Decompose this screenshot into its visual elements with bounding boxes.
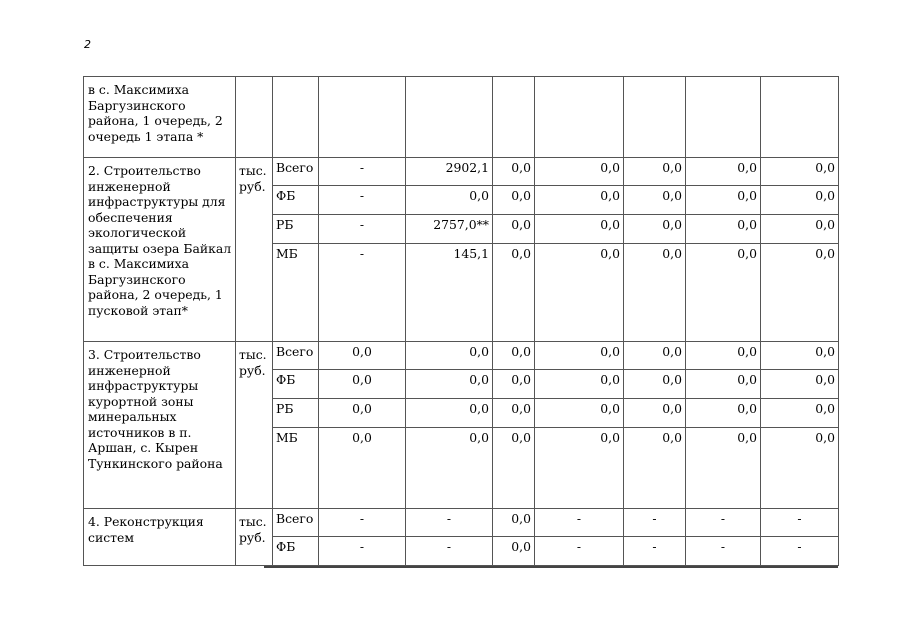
value-cell: - <box>406 537 493 566</box>
value-cell: 0,0 <box>686 342 761 370</box>
value-cell: 0,0 <box>493 244 535 342</box>
value-cell: 0,0 <box>493 186 535 215</box>
funding-source-cell: МБ <box>273 428 319 509</box>
value-cell: - <box>319 509 406 537</box>
value-cell: 0,0 <box>761 342 839 370</box>
value-cell: - <box>535 537 624 566</box>
value-cell: 0,0 <box>493 342 535 370</box>
value-cell: - <box>319 215 406 244</box>
value-cell: 0,0 <box>624 244 686 342</box>
value-cell: 0,0 <box>761 215 839 244</box>
value-cell: 0,0 <box>319 428 406 509</box>
value-cell: 0,0 <box>535 244 624 342</box>
value-cell: 0,0 <box>686 186 761 215</box>
value-cell: - <box>319 537 406 566</box>
value-cell: 0,0 <box>761 186 839 215</box>
value-cell: 0,0 <box>686 244 761 342</box>
value-cell: 0,0 <box>761 158 839 186</box>
value-cell: 0,0 <box>406 186 493 215</box>
unit-cell: тыс. руб. <box>236 342 273 509</box>
table-row <box>84 77 839 158</box>
value-cell: 0,0 <box>319 342 406 370</box>
value-cell: 0,0 <box>686 215 761 244</box>
empty-cell <box>686 77 761 158</box>
value-cell: 0,0 <box>406 370 493 399</box>
value-cell: - <box>686 537 761 566</box>
value-cell: - <box>761 537 839 566</box>
value-cell: 0,0 <box>406 428 493 509</box>
value-cell: - <box>406 509 493 537</box>
value-cell: 2902,1 <box>406 158 493 186</box>
value-cell: 0,0 <box>686 370 761 399</box>
value-cell: 0,0 <box>686 158 761 186</box>
value-cell: 2757,0** <box>406 215 493 244</box>
value-cell: 0,0 <box>535 342 624 370</box>
value-cell: 0,0 <box>406 342 493 370</box>
empty-cell <box>406 77 493 158</box>
value-cell: 0,0 <box>535 158 624 186</box>
value-cell: 0,0 <box>624 215 686 244</box>
funding-source-cell: ФБ <box>273 186 319 215</box>
value-cell: 0,0 <box>686 428 761 509</box>
value-cell: - <box>319 186 406 215</box>
budget-table <box>83 76 839 566</box>
value-cell: 0,0 <box>624 186 686 215</box>
empty-cell <box>493 77 535 158</box>
empty-cell <box>273 77 319 158</box>
value-cell: - <box>761 509 839 537</box>
empty-cell <box>236 77 273 158</box>
value-cell: 0,0 <box>761 244 839 342</box>
value-cell: - <box>535 509 624 537</box>
value-cell: - <box>624 537 686 566</box>
value-cell: 0,0 <box>535 399 624 428</box>
empty-cell <box>761 77 839 158</box>
unit-cell: тыс. руб. <box>236 509 273 566</box>
empty-cell <box>319 77 406 158</box>
table-row <box>84 509 839 537</box>
value-cell: 0,0 <box>535 428 624 509</box>
value-cell: 0,0 <box>493 215 535 244</box>
value-cell: - <box>319 158 406 186</box>
table-bottom-rule <box>264 566 838 568</box>
funding-source-cell: ФБ <box>273 537 319 566</box>
value-cell: 0,0 <box>493 428 535 509</box>
funding-source-cell: Всего <box>273 158 319 186</box>
value-cell: 0,0 <box>493 370 535 399</box>
value-cell: - <box>686 509 761 537</box>
table-row <box>84 342 839 370</box>
funding-source-cell: Всего <box>273 342 319 370</box>
value-cell: 0,0 <box>686 399 761 428</box>
value-cell: 0,0 <box>319 399 406 428</box>
funding-source-cell: Всего <box>273 509 319 537</box>
value-cell: 0,0 <box>493 158 535 186</box>
item-name-cell: в с. Максимиха Баргузинского района, 1 очередь, 2 очередь 1 этапа * <box>84 77 236 158</box>
value-cell: 0,0 <box>761 370 839 399</box>
value-cell: 0,0 <box>624 428 686 509</box>
funding-source-cell: МБ <box>273 244 319 342</box>
empty-cell <box>535 77 624 158</box>
value-cell: 0,0 <box>761 399 839 428</box>
value-cell: 0,0 <box>493 509 535 537</box>
value-cell: 0,0 <box>624 370 686 399</box>
value-cell: - <box>624 509 686 537</box>
funding-source-cell: РБ <box>273 215 319 244</box>
value-cell: 0,0 <box>761 428 839 509</box>
value-cell: 0,0 <box>535 186 624 215</box>
value-cell: 0,0 <box>624 342 686 370</box>
value-cell: 0,0 <box>493 537 535 566</box>
item-name-cell: 2. Строительство инженерной инфраструктуры для обеспечения экологической защиты озера Байкал в с. Максимиха Баргузинского района, 2 очередь, 1 пусковой этап* <box>84 158 236 342</box>
item-name-cell: 3. Строительство инженерной инфраструктуры курортной зоны минеральных источников в п. Аршан, с. Кырен Тункинского района <box>84 342 236 509</box>
value-cell: 0,0 <box>535 370 624 399</box>
funding-source-cell: ФБ <box>273 370 319 399</box>
value-cell: 0,0 <box>493 399 535 428</box>
unit-cell: тыс. руб. <box>236 158 273 342</box>
value-cell: 145,1 <box>406 244 493 342</box>
funding-source-cell: РБ <box>273 399 319 428</box>
value-cell: 0,0 <box>624 399 686 428</box>
value-cell: 0,0 <box>535 215 624 244</box>
value-cell: 0,0 <box>406 399 493 428</box>
item-name-cell: 4. Реконструкция систем <box>84 509 236 566</box>
value-cell: 0,0 <box>319 370 406 399</box>
table-row <box>84 158 839 186</box>
page-number: 2 <box>84 38 91 51</box>
value-cell: - <box>319 244 406 342</box>
empty-cell <box>624 77 686 158</box>
value-cell: 0,0 <box>624 158 686 186</box>
